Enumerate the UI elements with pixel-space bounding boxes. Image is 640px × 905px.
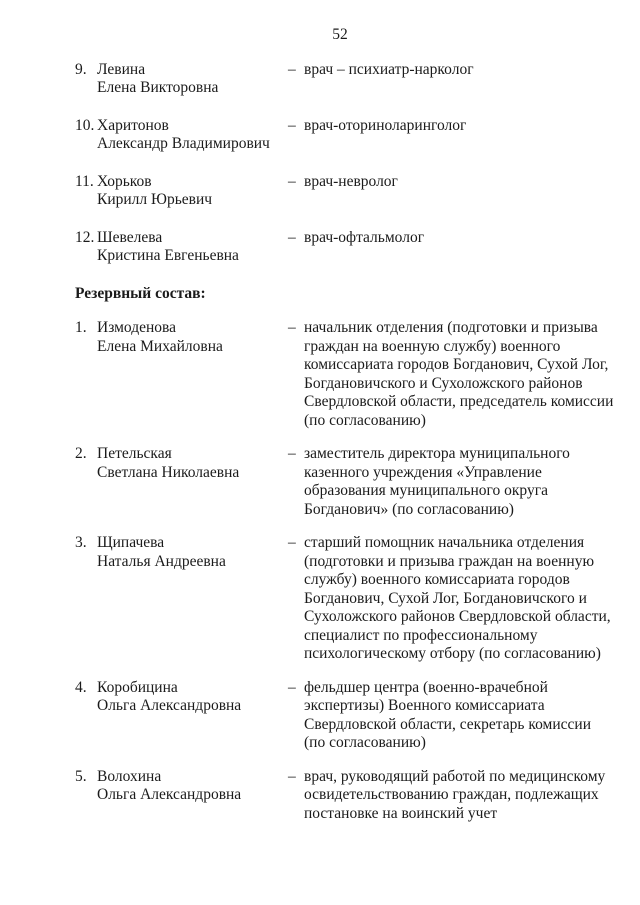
- entry-number: 2.: [75, 445, 87, 462]
- entry-number: 9.: [75, 60, 87, 78]
- entry-role: врач, руководящий работой по медицинскому освидетельствованию граждан, подлежащих постановке на воинский учет: [304, 767, 606, 822]
- entry-name: [97, 679, 288, 716]
- entry-role: старший помощник начальника отделения (подготовки и призыва граждан на военную службу) военного комиссариата городов Богданович, Сухой Лог, Богдановичского и Сухоложского районов Свердловской области, специалист по профессиональному психологическому отбору (по согласованию): [304, 534, 611, 662]
- entry-role: фельдшер центра (военно-врачебной экспертизы) Военного комиссариата Свердловской области, секретарь комиссии (по согласованию): [304, 678, 591, 751]
- entry-role: врач-офтальмолог: [304, 228, 425, 246]
- entry-number: 4.: [75, 678, 87, 696]
- entry-surname: Харитонов: [97, 116, 169, 134]
- entry-given-name: Ольга Александровна: [97, 697, 242, 714]
- entry-surname: Измоденова: [97, 319, 177, 336]
- entry-role: начальник отделения (подготовки и призыва граждан на военную службу) военного комиссариата городов Богданович, Сухой Лог, Богдановичского и Сухоложского районов Свердловской области, председатель комиссии (по согласованию): [304, 319, 614, 429]
- entry-given-name: Наталья Андреевна: [97, 552, 226, 570]
- reserve-section-heading: Резервный состав:: [75, 284, 206, 302]
- entry-name: [97, 319, 288, 356]
- entry-role: врач – психиатр-нарколог: [304, 60, 474, 78]
- entry-dash: –: [288, 116, 296, 134]
- list-item: [75, 534, 640, 664]
- entry-dash: –: [288, 319, 296, 336]
- list-item: [75, 117, 640, 154]
- entry-surname: Левина: [97, 60, 146, 78]
- entry-given-name: Елена Михайловна: [97, 337, 223, 355]
- entry-role: врач-невролог: [304, 172, 398, 190]
- commission-main-list: [0, 61, 640, 266]
- entry-number: 1.: [75, 319, 87, 336]
- entry-dash: –: [288, 445, 296, 462]
- entry-surname: Петельская: [97, 445, 172, 462]
- entry-given-name: Светлана Николаевна: [97, 463, 240, 481]
- entry-surname: Коробицина: [97, 678, 178, 696]
- entry-surname: Хорьков: [97, 172, 152, 190]
- list-item: [75, 319, 640, 430]
- entry-role: врач-оториноларинголог: [304, 116, 467, 134]
- list-item: [75, 445, 640, 519]
- entry-name: [97, 229, 288, 266]
- entry-dash: –: [288, 60, 296, 78]
- entry-given-name: Александр Владимирович: [97, 135, 270, 152]
- list-item: [75, 229, 640, 266]
- entry-dash: –: [288, 767, 296, 785]
- entry-surname: Щипачева: [97, 534, 165, 551]
- entry-surname: Волохина: [97, 767, 162, 785]
- entry-name: [97, 445, 288, 482]
- entry-number: 5.: [75, 767, 87, 785]
- entry-name: [97, 61, 288, 98]
- entry-name: [97, 117, 288, 154]
- entry-number: 10.: [75, 116, 95, 134]
- entry-given-name: Ольга Александровна: [97, 786, 242, 803]
- entry-given-name: Кристина Евгеньевна: [97, 247, 239, 264]
- list-item: [75, 173, 640, 210]
- entry-dash: –: [288, 228, 296, 246]
- entry-given-name: Елена Викторовна: [97, 79, 219, 96]
- entry-number: 11.: [75, 172, 94, 190]
- entry-name: [97, 173, 288, 210]
- entry-dash: –: [288, 534, 296, 551]
- entry-dash: –: [288, 172, 296, 190]
- entry-number: 3.: [75, 534, 87, 551]
- page-number: 52: [332, 26, 348, 43]
- entry-dash: –: [288, 678, 296, 696]
- commission-reserve-list: [0, 319, 640, 823]
- list-item: [75, 768, 640, 824]
- entry-number: 12.: [75, 228, 95, 246]
- entry-given-name: Кирилл Юрьевич: [97, 191, 213, 208]
- entry-name: [97, 768, 288, 805]
- entry-surname: Шевелева: [97, 228, 163, 246]
- list-item: [75, 61, 640, 98]
- entry-name: [97, 534, 288, 571]
- list-item: [75, 679, 640, 753]
- entry-role: заместитель директора муниципального казенного учреждения «Управление образования муниципального округа Богданович» (по согласованию): [304, 445, 570, 518]
